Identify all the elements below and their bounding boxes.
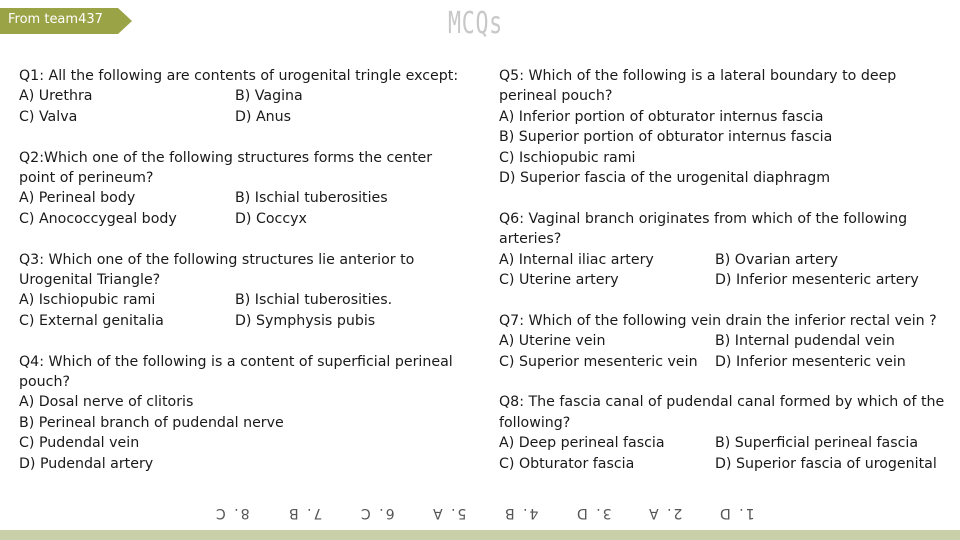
option: D) Inferior mesenteric artery [715, 272, 919, 289]
option: C) Superior mesenteric vein [499, 353, 698, 370]
option: B) Ischial tuberosities. [235, 292, 393, 309]
question-text: Q5: Which of the following is a lateral boundary to deep perineal pouch? [499, 68, 897, 105]
question-text: Q2:Which one of the following structures forms the center point of perineum? [19, 149, 433, 187]
option: A) Urethra [19, 88, 93, 105]
question-block [499, 392, 954, 474]
option: A) Inferior portion of obturator internus fascia [499, 108, 824, 125]
answer-item: 7. B [287, 505, 323, 521]
option: C) Obturator fascia [499, 455, 635, 472]
option-row [499, 331, 954, 351]
option: B) Superior portion of obturator internus fascia [499, 129, 833, 146]
team-badge [0, 8, 132, 34]
answer-key [0, 505, 960, 527]
option: D) Coccyx [235, 210, 307, 227]
option-row [19, 188, 479, 208]
question-text: Q4: Which of the following is a content of superficial perineal pouch? [19, 353, 453, 391]
answer-item: 6. C [359, 505, 395, 521]
answer-item: 2. A [647, 505, 683, 521]
option-row [499, 433, 954, 453]
question-text: Q6: Vaginal branch originates from which of the following arteries? [499, 210, 908, 248]
option-row [499, 250, 954, 270]
option: D) Symphysis pubis [235, 312, 376, 329]
right-column [499, 66, 954, 474]
option: C) Uterine artery [499, 272, 619, 289]
question-block [499, 66, 954, 188]
badge-label: From team437 [8, 12, 103, 27]
question-block [19, 66, 479, 127]
question-text: Q3: Which one of the following structures lie anterior to Urogenital Triangle? [19, 251, 415, 289]
answer-item: 1. D [718, 505, 755, 521]
question-text: Q8: The fascia canal of pudendal canal formed by which of the following? [499, 394, 945, 431]
option: A) Perineal body [19, 190, 136, 207]
answer-item: 4. B [503, 505, 539, 521]
question-text: Q1: All the following are contents of urogenital tringle except: [19, 68, 459, 84]
option: A) Uterine vein [499, 333, 606, 350]
option: C) Valva [19, 108, 78, 125]
bottom-bar [0, 530, 960, 540]
option-row [19, 86, 479, 106]
option: A) Ischiopubic rami [19, 292, 156, 309]
option-row [499, 352, 954, 372]
question-block [499, 209, 954, 291]
option: B) Ischial tuberosities [235, 190, 388, 207]
option: C) External genitalia [19, 312, 164, 329]
option-row [19, 107, 479, 127]
option: B) Superficial perineal fascia [715, 435, 919, 452]
answer-item: 8. C [214, 505, 250, 521]
option-row [499, 454, 954, 474]
option-row [499, 270, 954, 290]
option-row [19, 209, 479, 229]
option: C) Pudendal vein [19, 435, 140, 452]
question-block [19, 148, 479, 230]
option: C) Ischiopubic rami [499, 149, 636, 166]
option: B) Internal pudendal vein [715, 333, 895, 350]
question-block [19, 250, 479, 332]
option: B) Perineal branch of pudendal nerve [19, 414, 284, 431]
left-column [19, 66, 479, 474]
question-block [499, 311, 954, 372]
option: A) Dosal nerve of clitoris [19, 394, 194, 411]
option: D) Pudendal artery [19, 455, 154, 472]
option: D) Anus [235, 108, 292, 125]
option: D) Inferior mesenteric vein [715, 353, 906, 370]
answer-item: 3. D [575, 505, 612, 521]
option: B) Ovarian artery [715, 251, 839, 268]
option: B) Vagina [235, 88, 303, 105]
option: D) Superior fascia of the urogenital diaphragm [499, 170, 831, 187]
option-row [19, 311, 479, 331]
option: D) Superior fascia of urogenital [715, 455, 937, 472]
option-row [19, 290, 479, 310]
question-text: Q7: Which of the following vein drain the inferior rectal vein ? [499, 312, 937, 329]
option: A) Internal iliac artery [499, 251, 654, 268]
option: A) Deep perineal fascia [499, 435, 665, 452]
page-title: MCQs [448, 6, 503, 41]
option: C) Anococcygeal body [19, 210, 177, 227]
answer-item: 5. A [431, 505, 467, 521]
question-block [19, 352, 479, 474]
